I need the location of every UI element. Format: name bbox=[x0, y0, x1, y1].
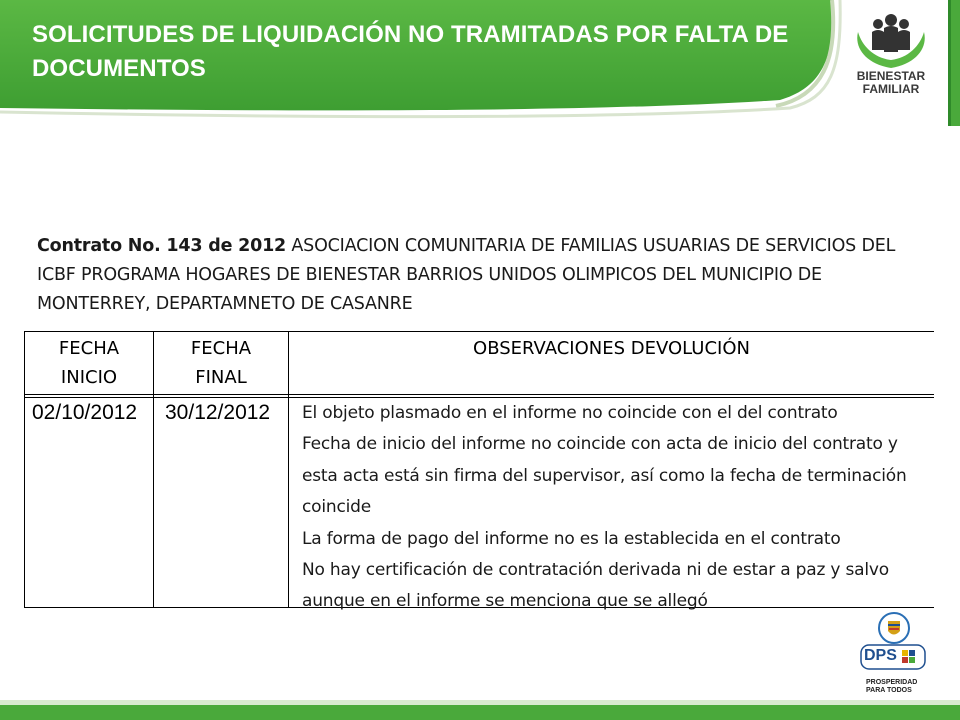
contract-description bbox=[37, 232, 917, 319]
bienestar-familiar-logo bbox=[848, 12, 934, 108]
dps-logo bbox=[860, 644, 926, 672]
observation-item: No hay certificación de contratación derivada ni de estar a paz y salvo aunque en el informe se menciona que se allegó bbox=[302, 560, 889, 612]
header-end-line2: FINAL bbox=[195, 367, 247, 388]
header-banner bbox=[0, 0, 960, 130]
footer-band bbox=[0, 700, 960, 720]
header-start-date bbox=[25, 334, 153, 392]
observation-item: La forma de pago del informe no es la establecida en el contrato bbox=[302, 528, 841, 549]
family-icon bbox=[848, 12, 934, 70]
table-border-header bbox=[24, 394, 934, 395]
header-start-line1: FECHA bbox=[58, 338, 120, 359]
logo-text-line2: FAMILIAR bbox=[862, 82, 920, 96]
table-border-top bbox=[24, 331, 934, 332]
observation-item: El objeto plasmado en el informe no coincide con el del contrato bbox=[302, 403, 838, 423]
logo-text-line1: BIENESTAR bbox=[856, 69, 926, 83]
header-end-line1: FECHA bbox=[190, 338, 252, 359]
coat-of-arms-icon bbox=[876, 612, 912, 644]
prosperity-line1: PROSPERIDAD bbox=[866, 679, 918, 686]
header-observations: OBSERVACIONES DEVOLUCIÓN bbox=[473, 338, 750, 359]
start-date-cell: 02/10/2012 bbox=[32, 401, 138, 424]
dps-text: DPS bbox=[864, 647, 897, 664]
observations-table bbox=[24, 331, 934, 612]
observations-cell bbox=[302, 398, 930, 618]
logo-text bbox=[848, 70, 934, 96]
header-start-line2: INICIO bbox=[60, 367, 118, 388]
table-divider-2 bbox=[288, 331, 289, 608]
observation-item: Fecha de inicio del informe no coincide con acta de inicio del contrato y esta acta está sin firma del supervisor, así como la fecha de terminación coincide bbox=[302, 434, 907, 518]
contract-entity: ASOCIACION COMUNITARIA DE FAMILIAS USUARIAS DE SERVICIOS DEL ICBF PROGRAMA HOGARES DE BIENESTAR BARRIOS UNIDOS OLIMPICOS DEL MUNICIPIO DE MONTERREY, DEPARTAMNETO DE CASANRE bbox=[37, 236, 896, 314]
end-date-cell: 30/12/2012 bbox=[165, 401, 271, 424]
contract-number: Contrato No. 143 de 2012 bbox=[37, 236, 287, 256]
page-title: SOLICITUDES DE LIQUIDACIÓN NO TRAMITADAS POR FALTA DE DOCUMENTOS bbox=[32, 21, 789, 82]
header-end-date bbox=[154, 334, 288, 392]
prosperity-logo bbox=[866, 679, 917, 695]
prosperity-line2: PARA TODOS bbox=[866, 687, 912, 694]
